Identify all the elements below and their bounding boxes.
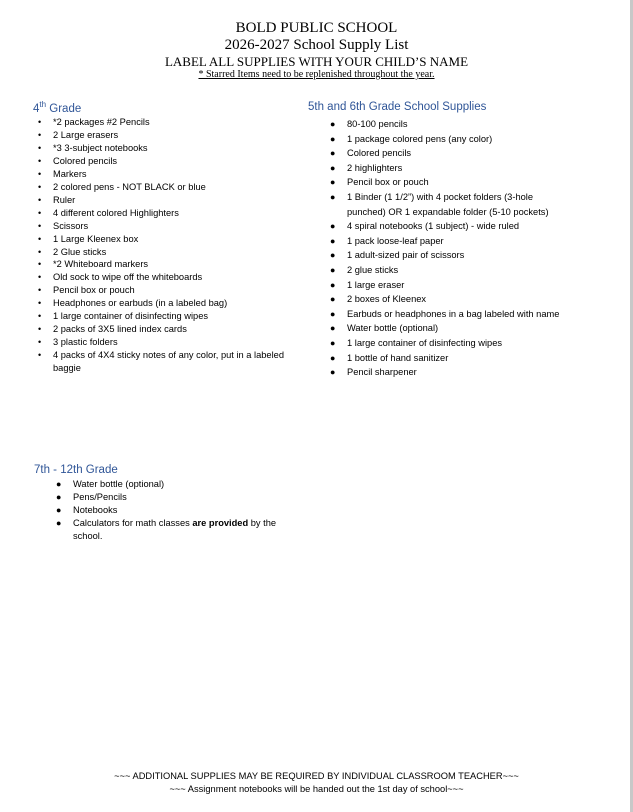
- bullet-icon: ●: [56, 492, 62, 502]
- list-item-text: 2 Glue sticks: [53, 246, 107, 257]
- bullet-icon: ●: [330, 133, 336, 144]
- list-item-text: Water bottle (optional): [73, 479, 165, 489]
- list-item: [38, 155, 300, 168]
- list-item-text: 1 large container of disinfecting wipes: [53, 311, 209, 322]
- bullet-icon: ●: [330, 337, 336, 348]
- list-item-text: 2 colored pens - NOT BLACK or blue: [53, 181, 206, 192]
- bullet-icon: •: [38, 298, 42, 309]
- list-item-text: *3 3-subject notebooks: [53, 142, 148, 153]
- bullet-icon: ●: [330, 323, 336, 334]
- list-item: [330, 190, 565, 219]
- list-item-text: 1 Large Kleenex box: [53, 233, 139, 244]
- list-item: [38, 142, 300, 155]
- list-item: [38, 168, 300, 181]
- list-item-text: 1 large container of disinfecting wipes: [347, 337, 503, 348]
- starred-note: * Starred Items need to be replenished throughout the year.: [198, 69, 435, 80]
- bullet-icon: ●: [330, 148, 336, 159]
- bullet-icon: ●: [330, 352, 336, 363]
- bullet-icon: ●: [330, 294, 336, 305]
- bullet-icon: ●: [330, 177, 336, 188]
- grade712-supply-list: [56, 478, 288, 543]
- list-item: [56, 491, 288, 504]
- list-item: [38, 207, 300, 220]
- bullet-icon: ●: [330, 235, 336, 246]
- list-item-text: 1 package colored pens (any color): [347, 133, 493, 144]
- list-item: [330, 278, 565, 293]
- list-item: [38, 271, 300, 284]
- list-item-text: *2 Whiteboard markers: [53, 259, 149, 270]
- bullet-icon: •: [38, 117, 42, 127]
- bullet-icon: ●: [56, 518, 62, 528]
- bullet-icon: ●: [56, 505, 62, 515]
- footer-assignment-notebooks: ~~~ Assignment notebooks will be handed out the 1st day of school~~~: [169, 783, 464, 794]
- bullet-icon: ●: [330, 279, 336, 290]
- list-item: [330, 146, 565, 161]
- list-item: [330, 292, 565, 307]
- label-instruction: LABEL ALL SUPPLIES WITH YOUR CHILD’S NAME: [164, 54, 469, 69]
- document-footer: [0, 770, 633, 795]
- bullet-icon: ●: [330, 191, 336, 202]
- list-item: [38, 246, 300, 259]
- bullet-icon: •: [38, 207, 42, 218]
- bullet-icon: •: [38, 259, 42, 270]
- list-item-text: 1 bottle of hand sanitizer: [347, 352, 449, 363]
- bullet-icon: •: [38, 142, 42, 153]
- list-item: [330, 263, 565, 278]
- bullet-icon: •: [38, 181, 42, 192]
- list-item-text: 3 plastic folders: [53, 337, 118, 348]
- bullet-icon: •: [38, 350, 42, 361]
- list-item: [330, 248, 565, 263]
- bullet-icon: ●: [330, 119, 336, 129]
- bullet-icon: •: [38, 337, 42, 348]
- list-item: [56, 517, 288, 543]
- grade4-supply-list: [38, 116, 300, 375]
- bullet-icon: •: [38, 285, 42, 296]
- list-item-text: 2 highlighters: [347, 162, 403, 173]
- list-item: [38, 310, 300, 323]
- bullet-icon: •: [38, 233, 42, 244]
- grade56-title: 5th and 6th Grade School Supplies: [308, 101, 487, 113]
- list-item: [330, 175, 565, 190]
- list-item-text: 80-100 pencils: [347, 119, 408, 129]
- bullet-icon: •: [38, 311, 42, 322]
- list-item: [38, 220, 300, 233]
- list-item: [330, 321, 565, 336]
- list-item: [38, 258, 300, 271]
- list-item-text: 4 different colored Highlighters: [53, 207, 179, 218]
- bullet-icon: ●: [330, 221, 336, 232]
- list-item-text: 2 glue sticks: [347, 264, 399, 275]
- document-title: 2026-2027 School Supply List: [224, 37, 409, 53]
- list-item-text: 2 Large erasers: [53, 129, 119, 140]
- list-item: [330, 307, 565, 322]
- school-name: BOLD PUBLIC SCHOOL: [235, 20, 398, 36]
- list-item: [330, 161, 565, 176]
- bullet-icon: •: [38, 220, 42, 231]
- bullet-icon: •: [38, 272, 42, 283]
- list-item-text: Colored pencils: [53, 155, 118, 166]
- list-item-text: 1 large eraser: [347, 279, 405, 290]
- list-item-text: 1 pack loose-leaf paper: [347, 235, 444, 246]
- bullet-icon: •: [38, 168, 42, 179]
- list-item: [38, 194, 300, 207]
- grade712-title: 7th - 12th Grade: [34, 464, 118, 476]
- list-item-text: Pencil box or pouch: [53, 285, 135, 296]
- list-item-text: 4 packs of 4X4 sticky notes of any color, put in a labeled baggie: [53, 350, 285, 374]
- bullet-icon: •: [38, 246, 42, 257]
- list-item: [38, 349, 300, 375]
- footer-additional-supplies: ~~~ ADDITIONAL SUPPLIES MAY BE REQUIRED BY INDIVIDUAL CLASSROOM TEACHER~~~: [114, 771, 519, 781]
- list-item: [38, 116, 300, 129]
- list-item-text: 1 Binder (1 1/2”) with 4 pocket folders (3-hole punched) OR 1 expandable folder (5-10 pockets): [347, 191, 549, 217]
- list-item: [330, 219, 565, 234]
- list-item-text: 2 packs of 3X5 lined index cards: [53, 324, 187, 335]
- list-item: [330, 351, 565, 366]
- bullet-icon: •: [38, 155, 42, 166]
- list-item: [38, 336, 300, 349]
- bullet-icon: ●: [330, 264, 336, 275]
- list-item-text: Headphones or earbuds (in a labeled bag): [53, 298, 228, 309]
- list-item-text: Pencil box or pouch: [347, 177, 429, 188]
- grade56-supply-list: [330, 117, 565, 380]
- list-item: [56, 478, 288, 491]
- bullet-icon: •: [38, 129, 42, 140]
- list-item: [38, 297, 300, 310]
- bullet-icon: ●: [330, 367, 336, 378]
- list-item: [330, 234, 565, 249]
- grade4-title: 4th Grade: [33, 100, 82, 115]
- list-item: [330, 117, 565, 132]
- document-header: [0, 20, 633, 81]
- list-item-text: Pens/Pencils: [73, 492, 127, 502]
- list-item-text: Old sock to wipe off the whiteboards: [53, 272, 203, 283]
- list-item-text: Scissors: [53, 220, 89, 231]
- list-item-text: Earbuds or headphones in a bag labeled with name: [347, 308, 560, 319]
- list-item-text: 2 boxes of Kleenex: [347, 294, 427, 305]
- bullet-icon: •: [38, 194, 42, 205]
- list-item-text: Water bottle (optional): [347, 323, 439, 334]
- list-item: [38, 233, 300, 246]
- list-item-text: *2 packages #2 Pencils: [53, 117, 150, 127]
- list-item: [38, 129, 300, 142]
- calc-text: Calculators for math classes are provided by the school.: [73, 518, 277, 541]
- list-item-text: Markers: [53, 168, 87, 179]
- list-item: [38, 284, 300, 297]
- list-item-text: Ruler: [53, 194, 76, 205]
- list-item-text: Pencil sharpener: [347, 367, 417, 378]
- bullet-icon: ●: [330, 250, 336, 261]
- bullet-icon: ●: [330, 162, 336, 173]
- list-item: [330, 365, 565, 380]
- bullet-icon: ●: [330, 308, 336, 319]
- list-item: [330, 132, 565, 147]
- list-item-text: 4 spiral notebooks (1 subject) - wide ruled: [347, 221, 520, 232]
- list-item-text: 1 adult-sized pair of scissors: [347, 250, 465, 261]
- bullet-icon: •: [38, 324, 42, 335]
- bullet-icon: ●: [56, 479, 62, 489]
- list-item-text: Notebooks: [73, 505, 118, 515]
- list-item: [56, 504, 288, 517]
- list-item: [330, 336, 565, 351]
- list-item-text: Colored pencils: [347, 148, 412, 159]
- list-item: [38, 181, 300, 194]
- list-item: [38, 323, 300, 336]
